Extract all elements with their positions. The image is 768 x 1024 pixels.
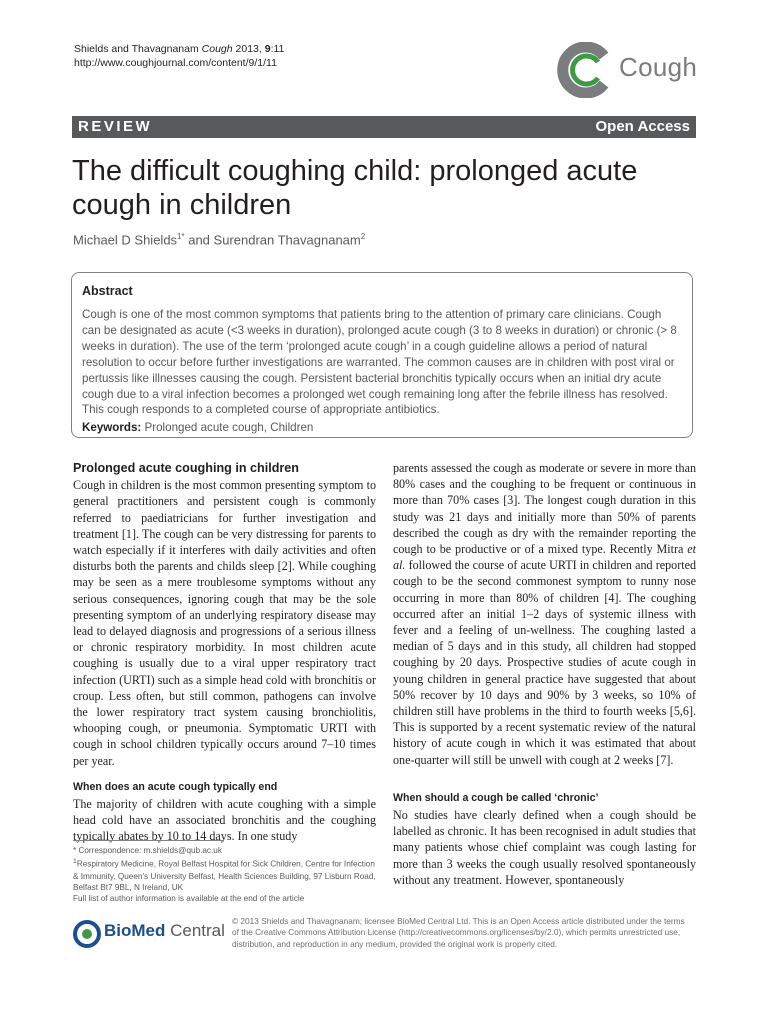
citation-volume: 9 <box>264 43 271 55</box>
article-type-label: REVIEW <box>78 118 153 135</box>
author-2-affiliation: 2 <box>360 232 366 241</box>
author-1: Michael D Shields <box>73 232 178 248</box>
section-paragraph-continued <box>393 460 696 768</box>
et-al: et al. <box>393 542 696 573</box>
citation-journal: Cough <box>201 43 233 55</box>
author-list <box>73 232 365 247</box>
biomed-central-text <box>104 921 225 941</box>
central-text: Central <box>165 921 225 940</box>
abstract-box <box>71 272 693 438</box>
section-heading-chronic: When should a cough be called ‘chronic’ <box>393 791 599 804</box>
biomed-text: BioMed <box>104 921 166 940</box>
section-paragraph-chronic: No studies have clearly defined when a cough should be labelled as chronic. It has been recognised in adult studies that many patients whose chief complaint was cough lasting for more than 3 weeks the cough usually resolved spontaneously without any treatment. However, spontaneously <box>393 808 696 887</box>
affiliation-text: Respiratory Medicine, Royal Belfast Hospital for Sick Children, Centre for Infection & Immunity, Queen's University Belfast, Health Sciences Building, 97 Lisburn Road, Belfast Bt7 9BL, N Ireland, UK <box>73 860 376 892</box>
section-heading-when-end: When does an acute cough typically end <box>73 780 278 793</box>
cough-logo-icon <box>552 42 616 98</box>
keywords <box>82 421 313 434</box>
biomed-central-logo-icon <box>72 919 102 949</box>
citation-line <box>74 42 284 56</box>
affiliation-note <box>73 856 376 893</box>
citation-article: :11 <box>270 43 285 55</box>
paragraph-part-b: followed the course of acute URTI in children and reported cough to be the second commonest symptom to runny nose occurring in more than 80% of children [4]. The coughing occurred after an initial 1–2 days of systemic illness with fever and a feeling of un-wellness. The coughing lasted a median of 5 days and in this study, all children had stopped coughing by 20 days. Prospective studies of acute cough in young children in general practice have suggested that about 50% recover by 10 days and 90% by 3 weeks, so 10% of children still have problems in the third to fourth weeks [5,6]. This is supported by a recent systematic review of the natural history of acute cough in which it was estimated that about one-quarter will still be unwell with cough at 2 weeks [7]. <box>393 558 696 767</box>
abstract-text: Cough is one of the most common symptoms that patients bring to the attention of primary care clinicians. Cough can be designated as acute (<3 weeks in duration), prolonged acute cough (3 to 8 weeks in duration) or chronic (> 8 weeks in duration). The use of the term ‘prolonged acute cough’ in a cough guideline allows a period of natural resolution to occur before further investigations are warranted. The common causes are in children with post viral or pertussis like illnesses causing the cough. Persistent bacterial bronchitis typically occurs when an initial dry acute cough due to a viral infection becomes a prolonged wet cough remaining long after the febrile illness has resolved. This cough responds to a completed course of appropriate antibiotics. <box>82 308 677 417</box>
article-type-bar <box>72 116 696 138</box>
affiliation-number: 1 <box>73 858 77 866</box>
section-heading-prolonged: Prolonged acute coughing in children <box>73 461 299 475</box>
correspondence-note: * Correspondence: m.shields@qub.ac.uk <box>73 846 222 855</box>
cough-logo <box>552 42 702 98</box>
citation-header <box>74 42 284 70</box>
citation-year: 2013, <box>235 43 262 55</box>
abstract-heading: Abstract <box>82 284 133 298</box>
author-info-note: Full list of author information is available at the end of the article <box>73 894 305 904</box>
author-1-affiliation: 1* <box>177 232 185 241</box>
paragraph-part-a: parents assessed the cough as moderate or severe in more than 80% cases and the coughing to be frequent or continuous in more than 70% cases [3]. The longest cough duration in this study was 21 days and initially more than 50% of parents described the cough as dry with the remainder reporting the cough to be productive or of a mixed type. Recently Mitra <box>393 461 696 557</box>
footnote-divider <box>73 840 223 841</box>
license-text: © 2013 Shields and Thavagnanam; licensee BioMed Central Ltd. This is an Open Access article distributed under the terms of the Creative Commons Attribution License (http://creativecommons.org/licenses/by/2.0), which permits unrestricted use, distribution, and reproduction in any medium, provided the original work is properly cited. <box>232 916 685 949</box>
section-paragraph-prolonged: Cough in children is the most common presenting symptom to general practitioners and persistent cough is commonly referred to paediatricians for further investigation and treatment [1]. The cough can be very distressing for parents to watch especially if it interferes with daily activities and often disturbs both the parents and childs sleep [2]. While coughing may be seen as a mere troublesome symptoms without any serious consequences, ignoring cough that may be the sole presenting symptom of an underlying respiratory disease may lead to delayed diagnosis and progressions of a serious illness or chronic respiratory morbidity. In most children acute coughing is usually due to a viral upper respiratory tract infection (URTI) such as a simple head cold with bronchitis or croup. Less often, but still common, pathogens can involve the lower respiratory tract system causing bronchiolitis, whooping cough, or pneumonia. Symptomatic URTI with cough in school children typically occurs around 7–10 times per year. <box>73 478 376 768</box>
body-column-right <box>393 460 696 888</box>
article-title: The difficult coughing child: prolonged acute cough in children <box>72 155 638 221</box>
footnotes <box>73 845 376 905</box>
author-2: Surendran Thavagnanam <box>213 232 361 248</box>
keywords-label: Keywords: <box>82 421 142 434</box>
open-access-label: Open Access <box>595 118 690 135</box>
author-conjunction: and <box>184 232 214 248</box>
biomed-central-logo <box>72 917 225 951</box>
section-paragraph-when-end: The majority of children with acute coughing with a simple head cold have an associated bronchitis and the coughing typically abates by 10 to 14 days. In one study <box>73 797 376 844</box>
cough-logo-text: Cough <box>619 52 698 82</box>
article-url[interactable]: http://www.coughjournal.com/content/9/1/11 <box>74 57 277 69</box>
body-column-left <box>73 460 376 845</box>
citation-authors: Shields and Thavagnanam <box>74 43 199 55</box>
keywords-text: Prolonged acute cough, Children <box>141 421 314 434</box>
